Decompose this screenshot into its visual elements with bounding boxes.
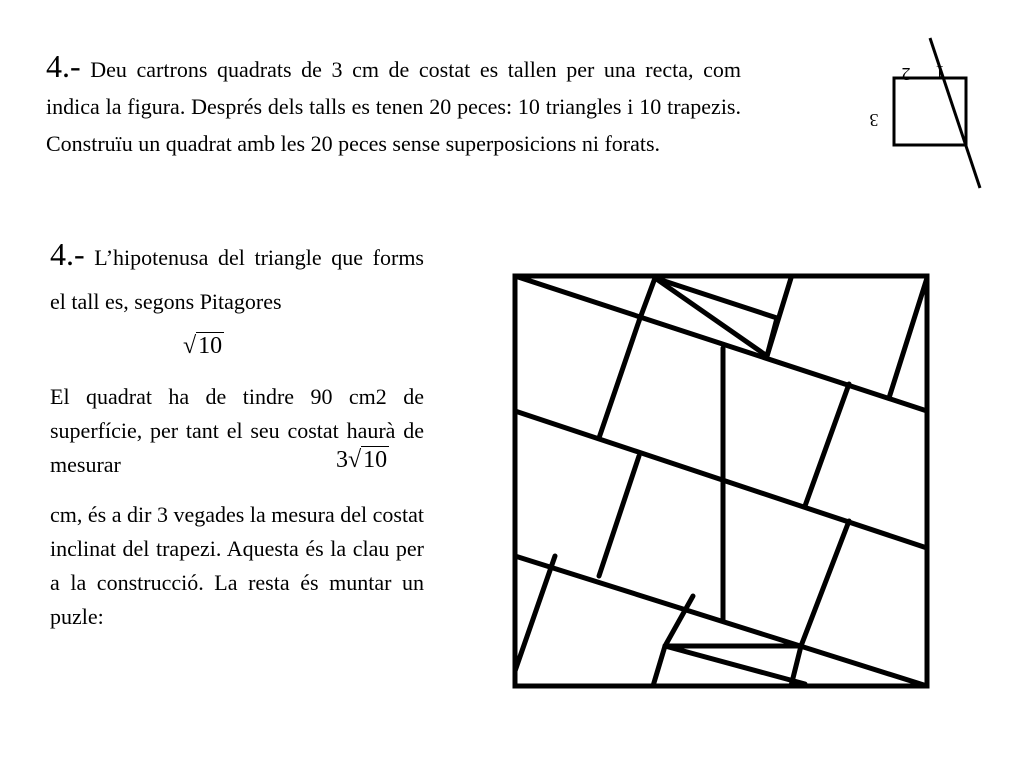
cut-line xyxy=(515,556,555,671)
radical-sign: √ xyxy=(348,447,362,473)
label-top-right: 1 xyxy=(935,62,945,82)
radicand: 10 xyxy=(198,333,223,359)
cut-line xyxy=(599,321,639,438)
cut-line xyxy=(639,278,655,321)
sqrt-ten xyxy=(183,332,224,360)
cut-line xyxy=(805,384,849,506)
conclusion-paragraph: cm, és a dir 3 vegades la mesura del costat inclinat del trapezi. Aquesta és la clau per a la construcció. La resta és muntar un puzle: xyxy=(50,502,424,629)
cut-line xyxy=(801,521,849,646)
cut-line xyxy=(930,38,980,188)
area-paragraph: El quadrat ha de tindre 90 cm2 de superfície, per tant el seu costat haurà de mesurar xyxy=(50,384,424,477)
label-left: 3 xyxy=(869,110,879,130)
problem-number: 4.- xyxy=(46,48,81,84)
cut-line xyxy=(599,456,639,576)
cut-line xyxy=(655,278,767,356)
solution-intro xyxy=(50,232,424,324)
radicand: 10 xyxy=(363,447,388,473)
cut-line xyxy=(655,278,777,318)
cut-square-figure xyxy=(860,30,990,200)
coefficient: 3 xyxy=(336,447,348,473)
puzzle-square-diagram xyxy=(505,266,937,694)
problem-statement xyxy=(46,48,741,162)
radical-sign: √ xyxy=(183,333,197,359)
cut-line xyxy=(653,646,665,686)
problem-text: Deu cartrons quadrats de 3 cm de costat es tallen per una recta, com indica la figura. Després dels talls es tenen 20 peces: 10 triangles i 10 trapezis. Construïu un quadrat amb les 20 peces sense superposicions ni forats. xyxy=(46,57,742,156)
label-top: 2 xyxy=(901,64,911,84)
side-length-expression xyxy=(336,446,389,474)
cut-line xyxy=(889,278,927,398)
solution-number: 4.- xyxy=(50,236,85,272)
cut-line xyxy=(665,646,805,684)
solution-intro-text: L’hipotenusa del triangle que forms el tall es, segons Pitagores xyxy=(50,245,424,314)
